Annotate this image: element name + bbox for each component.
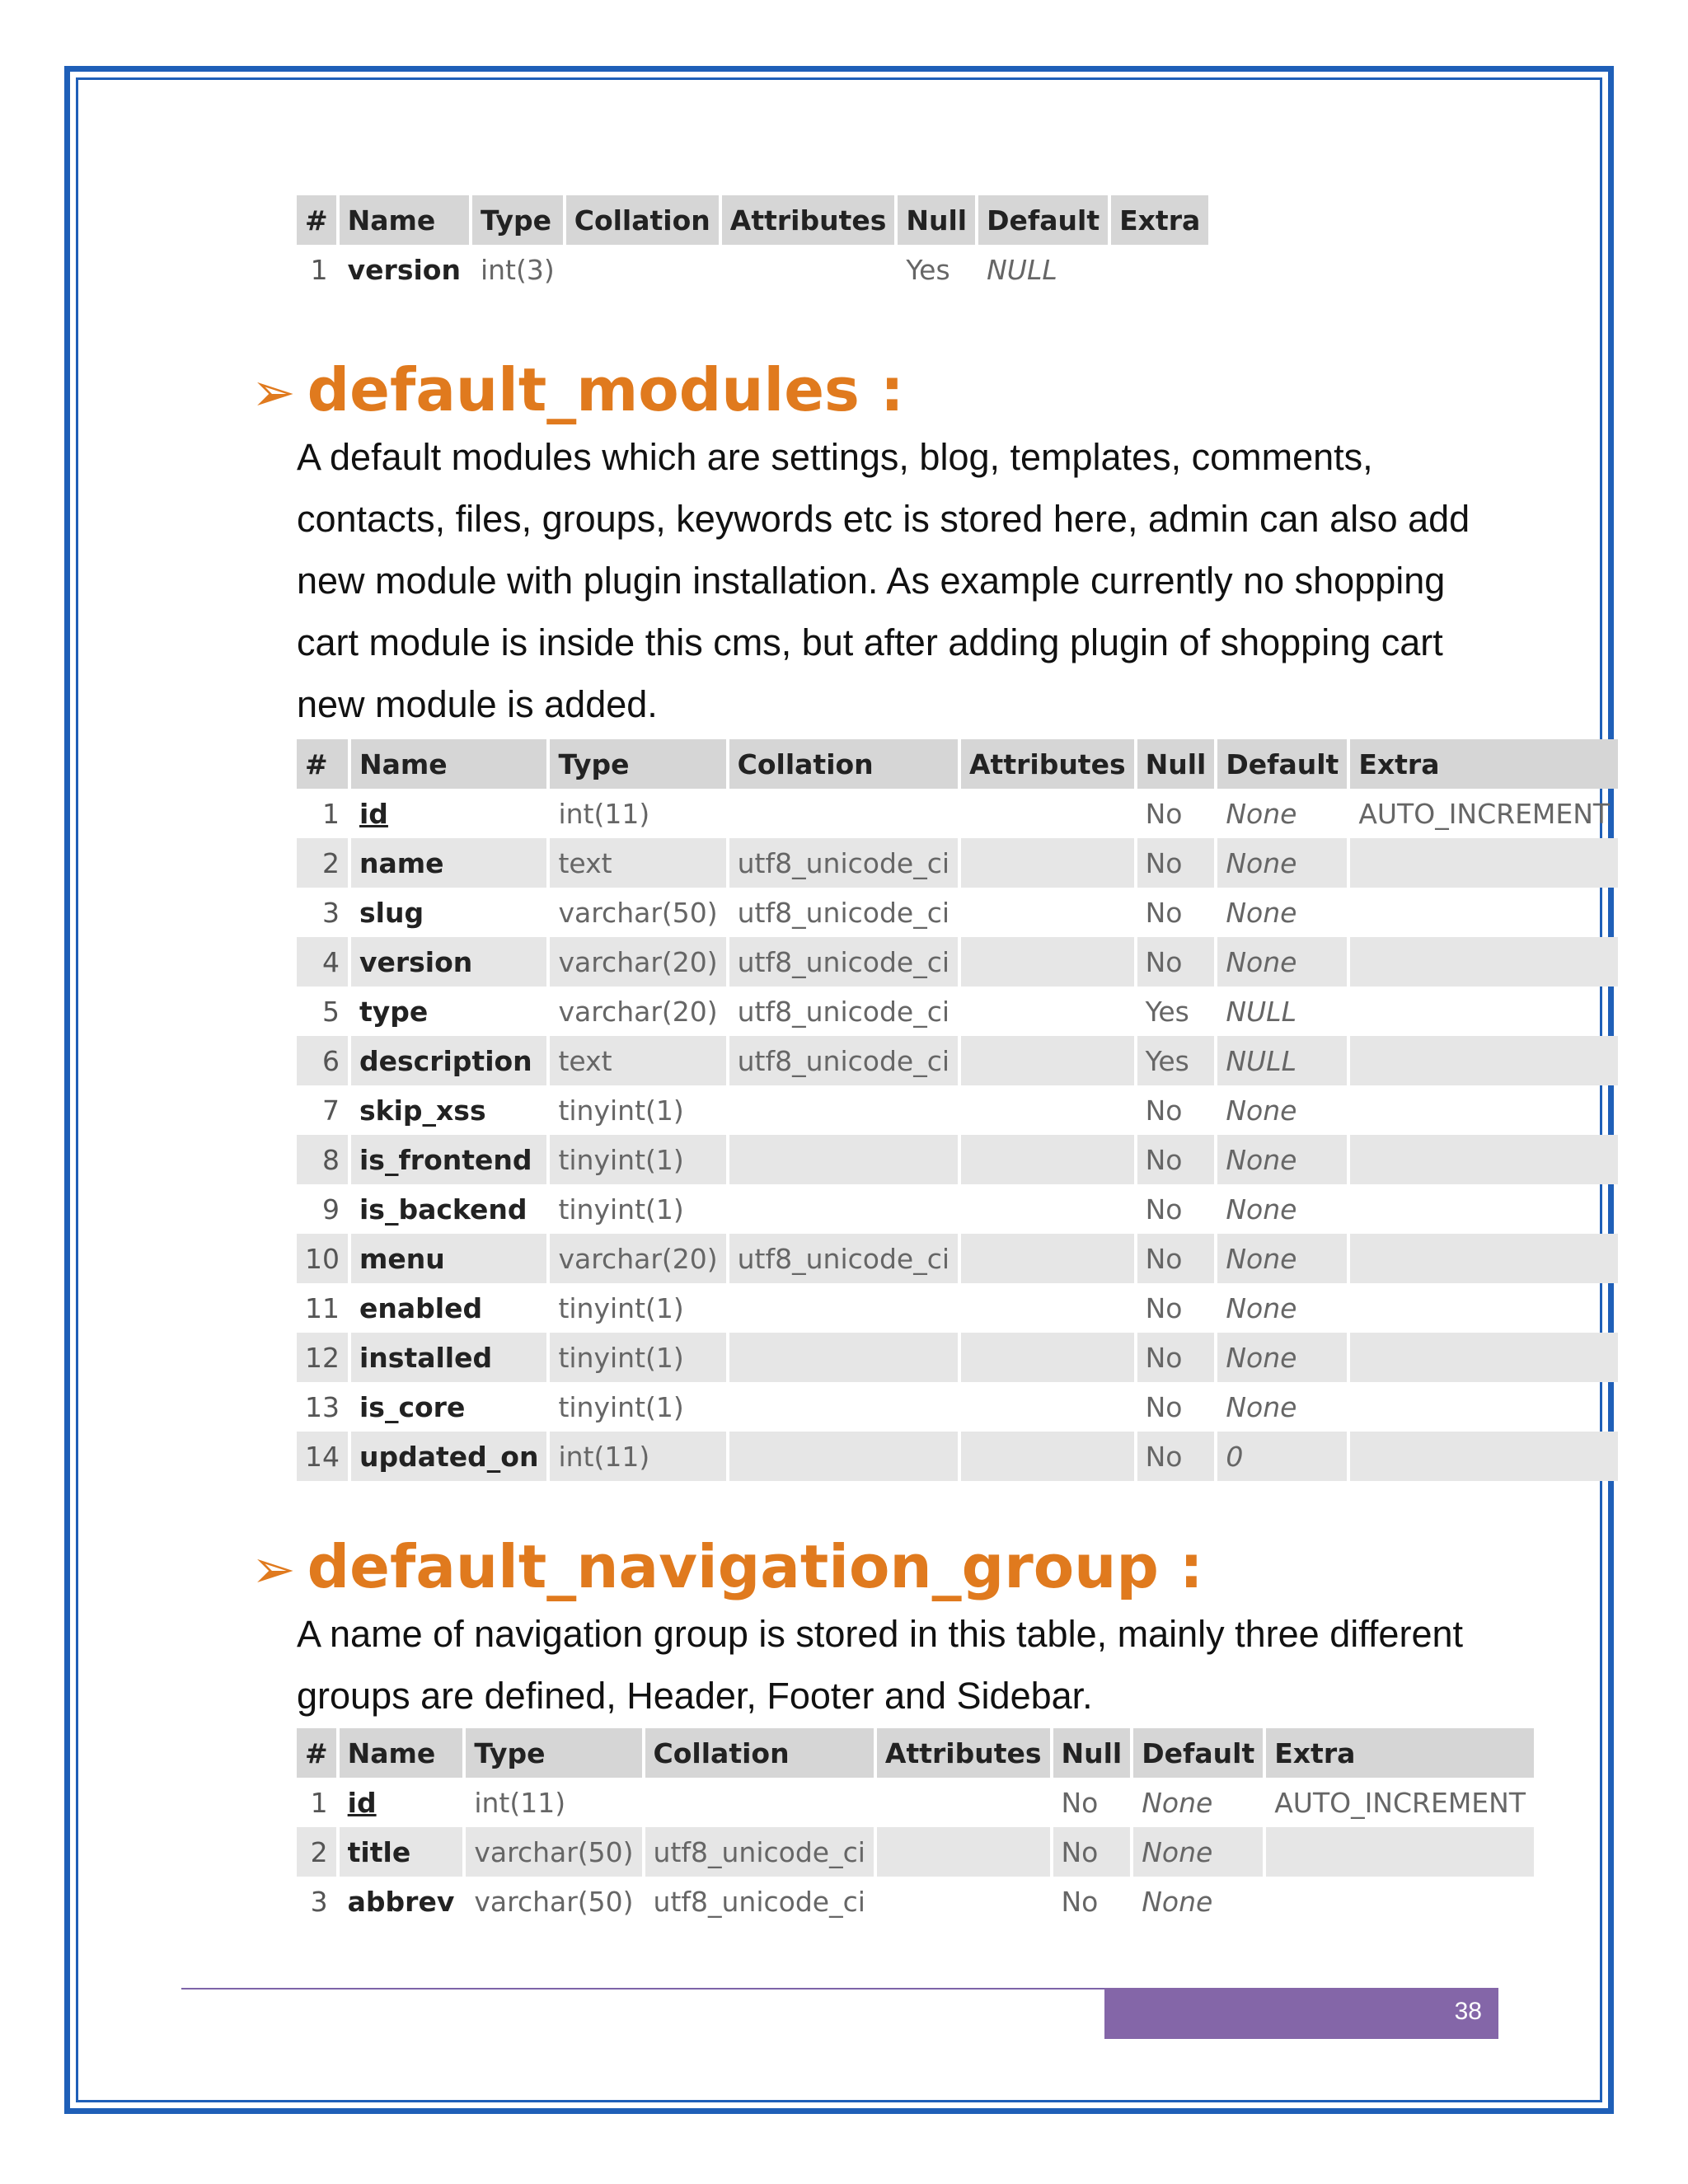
table-cell: NULL xyxy=(1216,1036,1348,1085)
table-cell: No xyxy=(1136,1085,1217,1135)
column-header: Default xyxy=(1216,739,1348,789)
table-cell: 2 xyxy=(297,1827,338,1877)
table-cell: 3 xyxy=(297,1877,338,1926)
table-row xyxy=(297,1036,1618,1085)
table-cell: varchar(50) xyxy=(464,1827,643,1877)
table-cell: 12 xyxy=(297,1333,349,1382)
table-cell: varchar(20) xyxy=(548,937,727,987)
table-cell: 5 xyxy=(297,987,349,1036)
table-cell: varchar(50) xyxy=(464,1877,643,1926)
column-header: # xyxy=(297,195,338,245)
table-cell: AUTO_INCREMENT xyxy=(1274,1786,1526,1819)
table-cell xyxy=(959,1283,1136,1333)
table-cell: tinyint(1) xyxy=(548,1135,727,1184)
column-header: Default xyxy=(977,195,1109,245)
table-cell: 13 xyxy=(297,1382,349,1432)
table-cell: text xyxy=(548,1036,727,1085)
table-cell: 0 xyxy=(1216,1432,1348,1481)
table-cell: Yes xyxy=(1136,1036,1217,1085)
table-cell xyxy=(959,987,1136,1036)
column-header: Type xyxy=(471,195,565,245)
table-header-row xyxy=(297,1728,1534,1778)
table-cell: 11 xyxy=(297,1283,349,1333)
table-cell: 7 xyxy=(297,1085,349,1135)
table-row xyxy=(297,1432,1618,1481)
table-cell: Yes xyxy=(1136,987,1217,1036)
column-header: Type xyxy=(464,1728,643,1778)
table-cell: tinyint(1) xyxy=(548,1085,727,1135)
table-cell xyxy=(728,1184,959,1234)
table-cell xyxy=(959,1085,1136,1135)
table-cell: No xyxy=(1136,1333,1217,1382)
paragraph-text: A default modules which are settings, blog, templates, comments, contacts, files, groups, keywords etc is stored here, admin can also add new module with plugin installation. As example currently no shopping cart module is inside this cms, but after adding plugin of shopping cart new module is added. xyxy=(297,436,1470,725)
table-cell: enabled xyxy=(349,1283,548,1333)
column-header: Null xyxy=(1136,739,1217,789)
column-header: Null xyxy=(896,195,977,245)
table-cell: No xyxy=(1136,1184,1217,1234)
table-cell: version xyxy=(349,937,548,987)
table-cell: 4 xyxy=(297,937,349,987)
table-header-row xyxy=(297,739,1618,789)
table-cell: utf8_unicode_ci xyxy=(728,1234,959,1283)
table-cell: NULL xyxy=(1216,987,1348,1036)
table-cell: is_core xyxy=(349,1382,548,1432)
table-cell: None xyxy=(1216,1135,1348,1184)
table-cell: None xyxy=(1216,789,1348,838)
table-row xyxy=(297,1184,1618,1234)
arrow-bullet-icon: ➢ xyxy=(251,363,296,424)
table-cell xyxy=(1348,1085,1618,1135)
section-title: default_navigation_group : xyxy=(307,1532,1203,1601)
table-cell: name xyxy=(349,838,548,888)
table-cell: No xyxy=(1136,789,1217,838)
table-cell: tinyint(1) xyxy=(548,1184,727,1234)
table-row xyxy=(297,1135,1618,1184)
table-cell: 6 xyxy=(297,1036,349,1085)
table-cell: is_backend xyxy=(349,1184,548,1234)
table-cell xyxy=(959,1135,1136,1184)
table-cell: No xyxy=(1136,838,1217,888)
table-cell: description xyxy=(349,1036,548,1085)
table-cell xyxy=(1348,888,1618,937)
table-cell xyxy=(1348,1432,1618,1481)
table-cell xyxy=(720,245,897,294)
table-cell: tinyint(1) xyxy=(548,1382,727,1432)
table-cell xyxy=(728,1333,959,1382)
column-header: # xyxy=(297,1728,338,1778)
table-cell xyxy=(959,937,1136,987)
table-cell: None xyxy=(1216,1382,1348,1432)
table-cell: No xyxy=(1136,937,1217,987)
table-cell: slug xyxy=(349,888,548,937)
table-cell xyxy=(959,1036,1136,1085)
table-cell xyxy=(1348,1333,1618,1382)
table-cell: int(3) xyxy=(471,245,565,294)
table-cell: None xyxy=(1216,937,1348,987)
table-cell: utf8_unicode_ci xyxy=(644,1827,875,1877)
table-cell: No xyxy=(1136,1382,1217,1432)
table-cell xyxy=(1348,1283,1618,1333)
table-cell: int(11) xyxy=(464,1778,643,1827)
table-cell: installed xyxy=(349,1333,548,1382)
table-cell: type xyxy=(349,987,548,1036)
table-cell: 10 xyxy=(297,1234,349,1283)
table-cell xyxy=(1264,1877,1534,1926)
table-cell xyxy=(875,1778,1052,1827)
table-cell xyxy=(959,1184,1136,1234)
column-header: Extra xyxy=(1264,1728,1534,1778)
table-cell: None xyxy=(1216,1184,1348,1234)
section-paragraph-default-modules xyxy=(297,426,1500,735)
table-cell xyxy=(1348,1184,1618,1234)
table-cell: None xyxy=(1216,1234,1348,1283)
table-cell: skip_xss xyxy=(349,1085,548,1135)
section-paragraph-default-navigation-group xyxy=(297,1603,1500,1727)
table-row xyxy=(297,888,1618,937)
table-cell: No xyxy=(1136,1135,1217,1184)
table-cell xyxy=(644,1778,875,1827)
table-navigation-group-structure xyxy=(297,1728,1534,1926)
table-cell: updated_on xyxy=(349,1432,548,1481)
table-cell: utf8_unicode_ci xyxy=(728,937,959,987)
table-row xyxy=(297,1778,1534,1827)
table-cell xyxy=(959,888,1136,937)
table-cell: id xyxy=(338,1778,465,1827)
table-cell xyxy=(1348,937,1618,987)
table-cell: No xyxy=(1052,1827,1132,1877)
table-cell: text xyxy=(548,838,727,888)
table-modules-structure xyxy=(297,739,1618,1481)
table-row xyxy=(297,1877,1534,1926)
table-cell: 1 xyxy=(297,789,349,838)
table-cell xyxy=(1348,987,1618,1036)
table-cell: utf8_unicode_ci xyxy=(644,1877,875,1926)
table-cell xyxy=(1348,1135,1618,1184)
table-cell: utf8_unicode_ci xyxy=(728,987,959,1036)
table-cell: 14 xyxy=(297,1432,349,1481)
table-cell: None xyxy=(1132,1877,1264,1926)
table-row xyxy=(297,1085,1618,1135)
table-cell xyxy=(875,1877,1052,1926)
table-row xyxy=(297,937,1618,987)
table-cell: varchar(20) xyxy=(548,987,727,1036)
table-cell xyxy=(1348,1234,1618,1283)
table-row xyxy=(297,838,1618,888)
table-cell xyxy=(959,1333,1136,1382)
table-cell: AUTO_INCREMENT xyxy=(1358,797,1611,830)
table-cell xyxy=(1109,245,1208,294)
table-cell: abbrev xyxy=(338,1877,465,1926)
column-header: Extra xyxy=(1109,195,1208,245)
table-cell: varchar(20) xyxy=(548,1234,727,1283)
table-row xyxy=(297,1234,1618,1283)
arrow-bullet-icon: ➢ xyxy=(251,1540,296,1601)
table-cell: None xyxy=(1216,1333,1348,1382)
table-row xyxy=(297,789,1618,838)
column-header: Default xyxy=(1132,1728,1264,1778)
table-cell xyxy=(728,1085,959,1135)
table-cell xyxy=(959,1432,1136,1481)
table-cell xyxy=(959,789,1136,838)
table-cell: No xyxy=(1136,1283,1217,1333)
table-cell: int(11) xyxy=(548,1432,727,1481)
table-cell xyxy=(959,1234,1136,1283)
column-header: Type xyxy=(548,739,727,789)
table-cell: 1 xyxy=(297,245,338,294)
table-cell: title xyxy=(338,1827,465,1877)
table-cell: tinyint(1) xyxy=(548,1333,727,1382)
table-cell: utf8_unicode_ci xyxy=(728,838,959,888)
table-cell: 8 xyxy=(297,1135,349,1184)
table-cell: int(11) xyxy=(548,789,727,838)
table-row xyxy=(297,1827,1534,1877)
table-cell: version xyxy=(338,245,471,294)
table-cell: None xyxy=(1216,1283,1348,1333)
table-cell: No xyxy=(1052,1877,1132,1926)
table-cell: menu xyxy=(349,1234,548,1283)
table-cell: varchar(50) xyxy=(548,888,727,937)
column-header: # xyxy=(297,739,349,789)
table-row xyxy=(297,245,1208,294)
section-heading-default-modules xyxy=(251,355,904,424)
section-title: default_modules : xyxy=(307,355,904,424)
table-cell: None xyxy=(1216,838,1348,888)
table-cell xyxy=(728,1135,959,1184)
table-row xyxy=(297,1283,1618,1333)
table-cell: None xyxy=(1132,1778,1264,1827)
column-header: Name xyxy=(338,1728,465,1778)
table-cell: NULL xyxy=(977,245,1109,294)
table-row xyxy=(297,1382,1618,1432)
footer-page-box xyxy=(1104,1988,1498,2039)
column-header: Collation xyxy=(644,1728,875,1778)
table-version-structure xyxy=(297,195,1208,294)
section-heading-default-navigation-group xyxy=(251,1532,1203,1601)
table-cell: utf8_unicode_ci xyxy=(728,1036,959,1085)
table-cell: None xyxy=(1216,888,1348,937)
table-cell xyxy=(1348,1382,1618,1432)
table-cell: utf8_unicode_ci xyxy=(728,888,959,937)
table-cell xyxy=(959,1382,1136,1432)
table-cell xyxy=(959,838,1136,888)
column-header: Attributes xyxy=(959,739,1136,789)
table-cell: 9 xyxy=(297,1184,349,1234)
column-header: Name xyxy=(349,739,548,789)
table-cell: None xyxy=(1132,1827,1264,1877)
column-header: Extra xyxy=(1348,739,1618,789)
paragraph-text: A name of navigation group is stored in this table, mainly three different groups are defined, Header, Footer and Sidebar. xyxy=(297,1613,1463,1717)
column-header: Attributes xyxy=(720,195,897,245)
column-header: Collation xyxy=(728,739,959,789)
table-cell xyxy=(728,1283,959,1333)
table-cell: No xyxy=(1136,1234,1217,1283)
table-cell: Yes xyxy=(896,245,977,294)
table-cell xyxy=(728,789,959,838)
table-cell: id xyxy=(349,789,548,838)
table-cell: 1 xyxy=(297,1778,338,1827)
page-number: 38 xyxy=(1454,1998,1482,2025)
table-cell xyxy=(728,1432,959,1481)
table-row xyxy=(297,987,1618,1036)
column-header: Attributes xyxy=(875,1728,1052,1778)
table-cell xyxy=(565,245,720,294)
table-header-row xyxy=(297,195,1208,245)
table-cell: No xyxy=(1052,1778,1132,1827)
table-cell: is_frontend xyxy=(349,1135,548,1184)
table-cell xyxy=(1348,838,1618,888)
table-cell: No xyxy=(1136,1432,1217,1481)
table-cell: tinyint(1) xyxy=(548,1283,727,1333)
column-header: Collation xyxy=(565,195,720,245)
table-row xyxy=(297,1333,1618,1382)
table-cell xyxy=(875,1827,1052,1877)
table-cell xyxy=(1264,1827,1534,1877)
table-cell: 3 xyxy=(297,888,349,937)
table-cell: 2 xyxy=(297,838,349,888)
table-cell: No xyxy=(1136,888,1217,937)
table-cell xyxy=(1348,1036,1618,1085)
column-header: Name xyxy=(338,195,471,245)
column-header: Null xyxy=(1052,1728,1132,1778)
footer-line xyxy=(181,1988,1104,1990)
table-cell xyxy=(728,1382,959,1432)
table-cell: None xyxy=(1216,1085,1348,1135)
